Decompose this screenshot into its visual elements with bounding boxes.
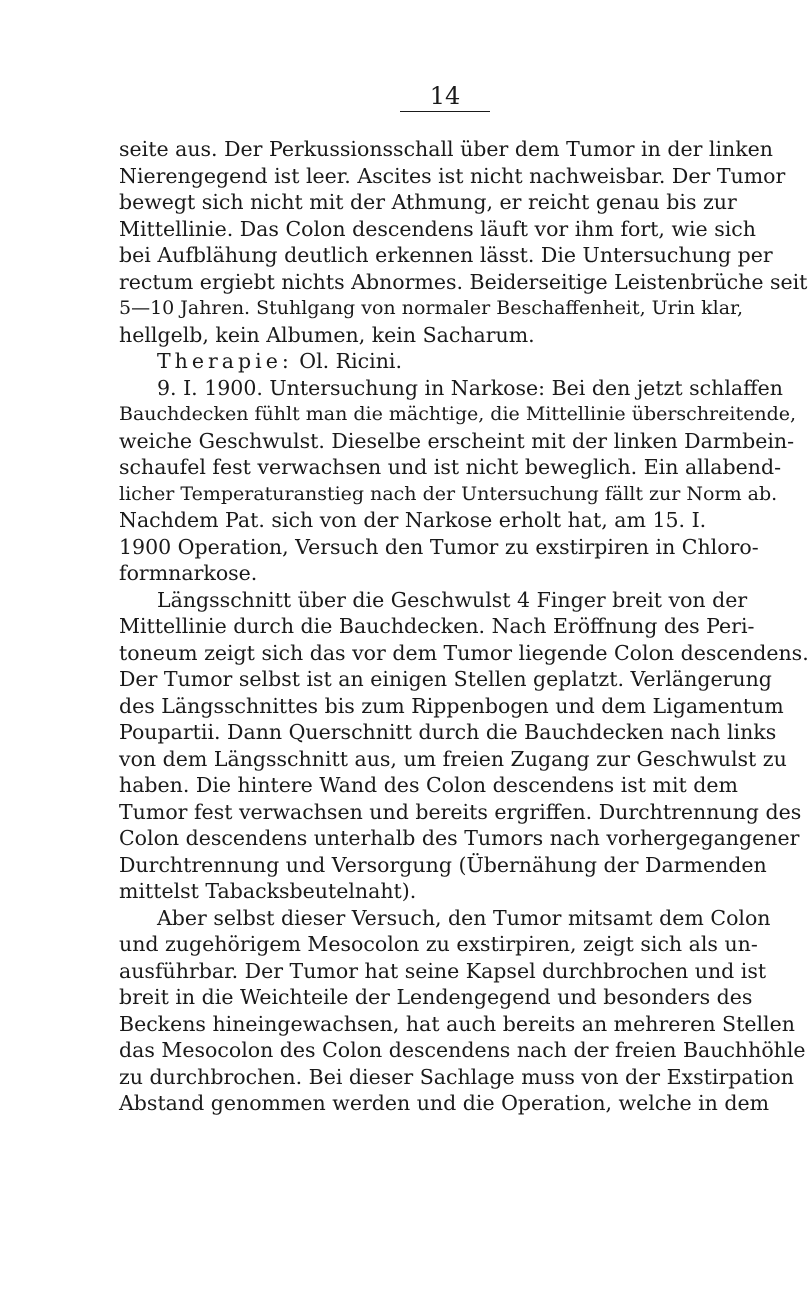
text-line: des Längsschnittes bis zum Rippenbogen und dem Ligamentum (119, 693, 784, 718)
text-line: 9. I. 1900. Untersuchung in Narkose: Bei den jetzt schlaffen (157, 375, 783, 400)
text-line: Poupartii. Dann Querschnitt durch die Bauchdecken nach links (119, 720, 777, 744)
text-line: mittelst Tabacksbeutelnaht). (119, 879, 417, 903)
text-line: bei Aufblähung deutlich erkennen lässt. Die Untersuchung per (119, 243, 773, 267)
therapy-line (119, 348, 682, 375)
text-line: hellgelb, kein Albumen, kein Sacharum. (119, 322, 535, 347)
page-number: 14 (429, 82, 461, 110)
text-line: Aber selbst dieser Versuch, den Tumor mitsamt dem Colon (157, 905, 771, 930)
therapy-text: Ol. Ricini. (292, 349, 402, 373)
text-line: Tumor fest verwachsen und bereits ergriffen. Durchtrennung des (119, 799, 802, 824)
page-number-rule (400, 111, 490, 112)
text-line: Nierengegend ist leer. Ascites ist nicht nachweisbar. Der Tumor (119, 163, 786, 188)
text-line: Nachdem Pat. sich von der Narkose erholt hat, am 15. I. (119, 508, 707, 532)
text-line: 1900 Operation, Versuch den Tumor zu exstirpiren in Chloro- (119, 534, 759, 559)
text-line: formnarkose. (119, 561, 258, 585)
text-line: Mittellinie durch die Bauchdecken. Nach Eröffnung des Peri- (119, 614, 755, 638)
text-line: das Mesocolon des Colon descendens nach der freien Bauchhöhle (119, 1038, 806, 1062)
text-line: rectum ergiebt nichts Abnormes. Beiderseitige Leistenbrüche seit (119, 269, 808, 294)
text-line: weiche Geschwulst. Dieselbe erscheint mit der linken Darmbein- (119, 428, 795, 453)
text-line: 5—10 Jahren. Stuhlgang von normaler Beschaffenheit, Urin klar, (119, 297, 744, 319)
text-line: Bauchdecken fühlt man die mächtige, die Mittellinie überschreitende, (119, 403, 797, 425)
text-line: von dem Längsschnitt aus, um freien Zugang zur Geschwulst zu (119, 746, 787, 771)
text-line: Längsschnitt über die Geschwulst 4 Finger breit von der (157, 587, 748, 612)
text-line: toneum zeigt sich das vor dem Tumor liegende Colon descendens. (119, 640, 809, 665)
text-line: ausführbar. Der Tumor hat seine Kapsel durchbrochen und ist (119, 958, 767, 983)
text-line: breit in die Weichteile der Lendengegend und besonders des (119, 985, 753, 1009)
text-line: haben. Die hintere Wand des Colon descendens ist mit dem (119, 773, 738, 797)
text-line: seite aus. Der Perkussionsschall über dem Tumor in der linken (119, 137, 773, 161)
text-line: zu durchbrochen. Bei dieser Sachlage muss von der Exstirpation (119, 1064, 794, 1089)
text-line: schaufel fest verwachsen und ist nicht beweglich. Ein allabend- (119, 455, 782, 479)
text-line: Beckens hineingewachsen, hat auch bereits an mehreren Stellen (119, 1011, 795, 1036)
body-text (119, 136, 809, 1117)
text-line: Durchtrennung und Versorgung (Übernähung der Darmenden (119, 852, 767, 877)
text-line: Der Tumor selbst ist an einigen Stellen geplatzt. Verlängerung (119, 667, 772, 691)
text-line: Mittellinie. Das Colon descendens läuft vor ihm fort, wie sich (119, 216, 756, 241)
text-line: und zugehörigem Mesocolon zu exstirpiren, zeigt sich als un- (119, 932, 758, 956)
therapy-heading: Therapie: (157, 349, 293, 373)
text-line: licher Temperaturanstieg nach der Untersuchung fällt zur Norm ab. (119, 482, 778, 505)
text-line: bewegt sich nicht mit der Athmung, er reicht genau bis zur (119, 190, 737, 214)
text-line: Colon descendens unterhalb des Tumors nach vorhergegangener (119, 826, 800, 850)
text-line: Abstand genommen werden und die Operation, welche in dem (119, 1091, 770, 1115)
